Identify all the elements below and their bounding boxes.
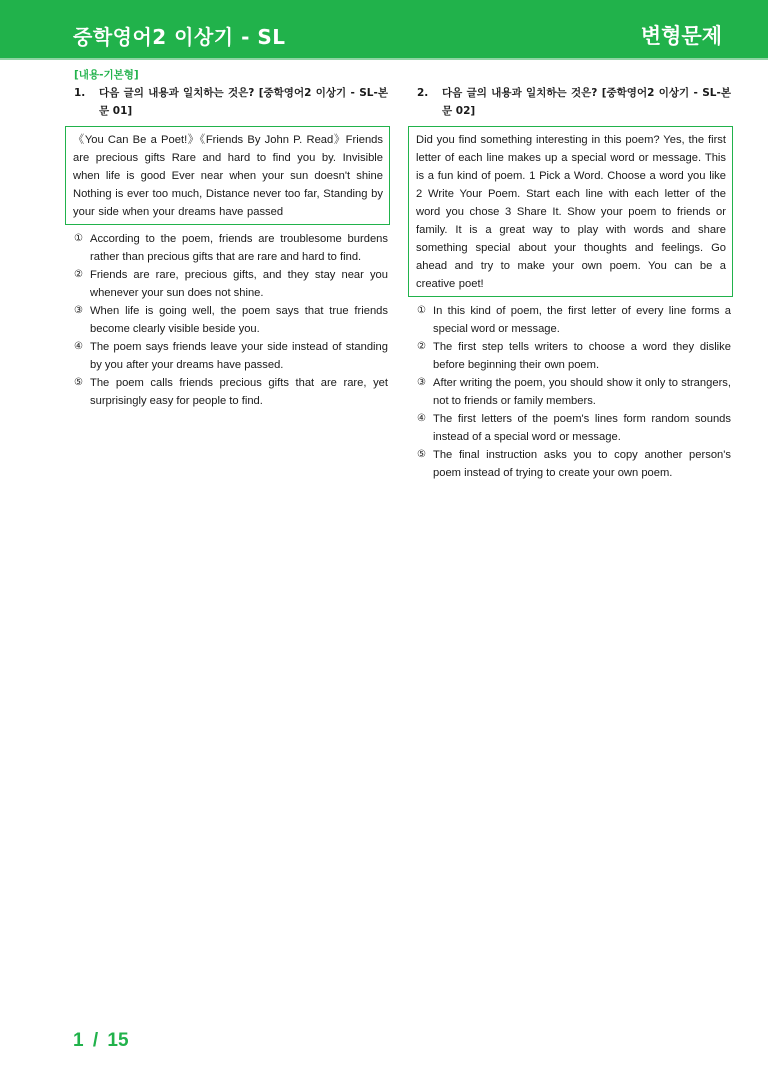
choice-text: After writing the poem, you should show it only to strangers, not to friends or family members. (433, 377, 731, 407)
choice-text: The poem calls friends precious gifts that are rare, yet surprisingly easy for people to find. (90, 377, 388, 407)
choice-item[interactable] (74, 266, 388, 302)
choice-mark: ② (74, 269, 83, 280)
choice-text: In this kind of poem, the first letter of every line forms a special word or message. (433, 305, 731, 335)
choice-list (408, 302, 733, 482)
question-text: 다음 글의 내용과 일치하는 것은? [중학영어2 이상기 - SL-본문 02] (442, 87, 731, 117)
choice-text: When life is going well, the poem says that true friends become clearly visible beside you. (90, 305, 388, 335)
choice-mark: ⑤ (74, 377, 83, 388)
choice-mark: ③ (417, 377, 426, 388)
question-number: 1. (74, 87, 86, 99)
category-label: [내용-기본형] (74, 69, 139, 81)
page-header (0, 0, 768, 58)
choice-item[interactable] (74, 230, 388, 266)
choice-item[interactable] (74, 338, 388, 374)
passage-box: 《You Can Be a Poet!》《Friends By John P. Read》Friends are precious gifts Rare and hard to find you by. Invisible when life is good Ever near when your sun doesn't shine Nothing is ever too much, Distance never too far, Standing by your side when your dreams have passed (65, 126, 390, 225)
header-title: 중학영어2 이상기 - SL (73, 25, 286, 49)
choice-mark: ④ (74, 341, 83, 352)
choice-item[interactable] (417, 446, 731, 482)
question-prompt (408, 84, 733, 120)
choice-mark: ② (417, 341, 426, 352)
choice-text: Friends are rare, precious gifts, and they stay near you whenever your sun does not shine. (90, 269, 388, 299)
choice-item[interactable] (417, 410, 731, 446)
choice-text: The poem says friends leave your side instead of standing by you after your dreams have passed. (90, 341, 388, 371)
choice-mark: ① (417, 305, 426, 316)
header-divider (0, 58, 768, 60)
category-spacer (417, 66, 733, 84)
header-tag: 변형문제 (640, 24, 722, 48)
choice-text: The final instruction asks you to copy another person's poem instead of trying to create your own poem. (433, 449, 731, 479)
question-prompt (65, 84, 390, 120)
choice-item[interactable] (417, 338, 731, 374)
choice-item[interactable] (74, 302, 388, 338)
choice-mark: ④ (417, 413, 426, 424)
question-text: 다음 글의 내용과 일치하는 것은? [중학영어2 이상기 - SL-본문 01] (99, 87, 388, 117)
choice-mark: ③ (74, 305, 83, 316)
choice-list (65, 230, 390, 410)
question-column-1 (65, 66, 390, 410)
passage-box: Did you find something interesting in this poem? Yes, the first letter of each line makes up a special word or message. This is a fun kind of poem. 1 Pick a Word. Choose a word you like 2 Write Your Poem. Start each line with each letter of the word you chose 3 Share It. Show your poem to friends or family. It is a great way to play with words and share something special about your thoughts and feelings. Go ahead and try to make your own poem. You can be a creative poet! (408, 126, 733, 297)
choice-mark: ① (74, 233, 83, 244)
question-column-2 (408, 66, 733, 482)
question-number: 2. (417, 87, 429, 99)
choice-item[interactable] (74, 374, 388, 410)
choice-mark: ⑤ (417, 449, 426, 460)
choice-text: The first step tells writers to choose a word they dislike before beginning their own poem. (433, 341, 731, 371)
choice-text: According to the poem, friends are troublesome burdens rather than precious gifts that are rare and hard to find. (90, 233, 388, 263)
choice-item[interactable] (417, 374, 731, 410)
page-number: 1 / 15 (73, 1030, 129, 1051)
choice-text: The first letters of the poem's lines form random sounds instead of a special word or message. (433, 413, 731, 443)
choice-item[interactable] (417, 302, 731, 338)
